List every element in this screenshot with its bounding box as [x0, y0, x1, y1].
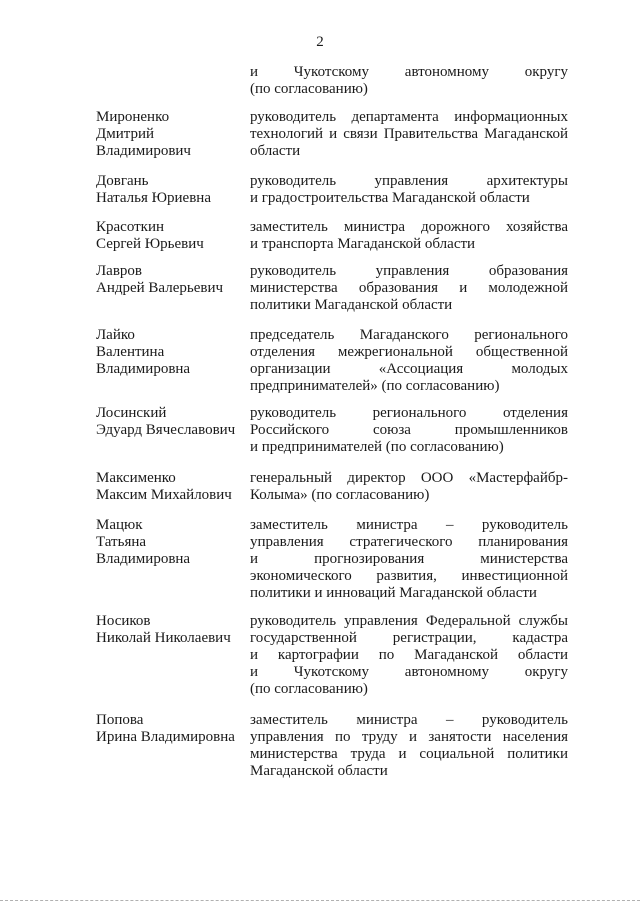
member-role [250, 613, 568, 698]
member-role-line: (по согласованию) [250, 681, 368, 697]
member-role-line: технологий и связи Правительства Магаданской [250, 126, 568, 142]
member-role [250, 712, 568, 780]
member-role-line: председатель Магаданского регионального [250, 327, 568, 343]
member-role-line: и картографии по Магаданской области [250, 647, 568, 663]
member-role-line: экономического развития, инвестиционной [250, 568, 568, 584]
member-name: Лосинский Эдуард Вячеславович [96, 405, 236, 438]
member-role-line: руководитель управления образования [250, 263, 568, 279]
member-role-line: управления стратегического планирования [250, 534, 568, 550]
member-role-line: Колыма» (по согласованию) [250, 487, 430, 503]
member-role [250, 173, 568, 207]
member-role-line: заместитель министра – руководитель [250, 712, 568, 728]
member-role [250, 263, 568, 314]
page-number: 2 [316, 34, 324, 50]
member-role-line: руководитель департамента информационных [250, 109, 568, 125]
member-role-line: и прогнозирования министерства [250, 551, 568, 567]
member-role-line: области [250, 143, 301, 159]
member-role-line: руководитель управления Федеральной службы [250, 613, 568, 629]
intro-line: и Чукотскому автономному округу [250, 64, 568, 80]
member-name: Лавров Андрей Валерьевич [96, 263, 224, 296]
member-role [250, 405, 568, 456]
member-role-line: министерства труда и социальной политики [250, 746, 568, 762]
member-role-line: государственной регистрации, кадастра [250, 630, 568, 646]
member-name: Мироненко Дмитрий Владимирович [96, 109, 191, 159]
member-role [250, 470, 568, 504]
member-role-line: политики и инноваций Магаданской области [250, 585, 537, 601]
member-name: Носиков Николай Николаевич [96, 613, 231, 646]
page-bottom-rule [0, 900, 640, 902]
member-role-line: и предпринимателей (по согласованию) [250, 439, 504, 455]
member-role [250, 109, 568, 160]
member-role [250, 219, 568, 253]
member-name: Мацюк Татьяна Владимировна [96, 517, 191, 567]
member-role-line: политики Магаданской области [250, 297, 453, 313]
member-role-line: и транспорта Магаданской области [250, 236, 476, 252]
member-role-line: и градостроительства Магаданской области [250, 190, 530, 206]
member-name: Максименко Максим Михайлович [96, 470, 232, 503]
member-role-line: руководитель управления архитектуры [250, 173, 568, 189]
member-name: Лайко Валентина Владимировна [96, 327, 191, 377]
member-role-line: организации «Ассоциация молодых [250, 361, 568, 377]
member-name: Довгань Наталья Юриевна [96, 173, 211, 206]
member-role-line: управления по труду и занятости населения [250, 729, 568, 745]
member-role-line: министерства образования и молодежной [250, 280, 568, 296]
member-role-line: генеральный директор ООО «Мастерфайбр- [250, 470, 568, 486]
member-role-line: отделения межрегиональной общественной [250, 344, 568, 360]
member-role-line: Российского союза промышленников [250, 422, 568, 438]
member-role-line: заместитель министра дорожного хозяйства [250, 219, 568, 235]
member-role [250, 517, 568, 602]
member-role-line: и Чукотскому автономному округу [250, 664, 568, 680]
member-role-line: Магаданской области [250, 763, 388, 779]
member-role-line: заместитель министра – руководитель [250, 517, 568, 533]
member-role [250, 327, 568, 395]
member-name: Попова Ирина Владимировна [96, 712, 235, 745]
member-role-line: предпринимателей» (по согласованию) [250, 378, 500, 394]
member-name: Красоткин Сергей Юрьевич [96, 219, 204, 252]
member-role-line: руководитель регионального отделения [250, 405, 568, 421]
intro-line: (по согласованию) [250, 81, 368, 97]
intro-text [250, 64, 568, 98]
